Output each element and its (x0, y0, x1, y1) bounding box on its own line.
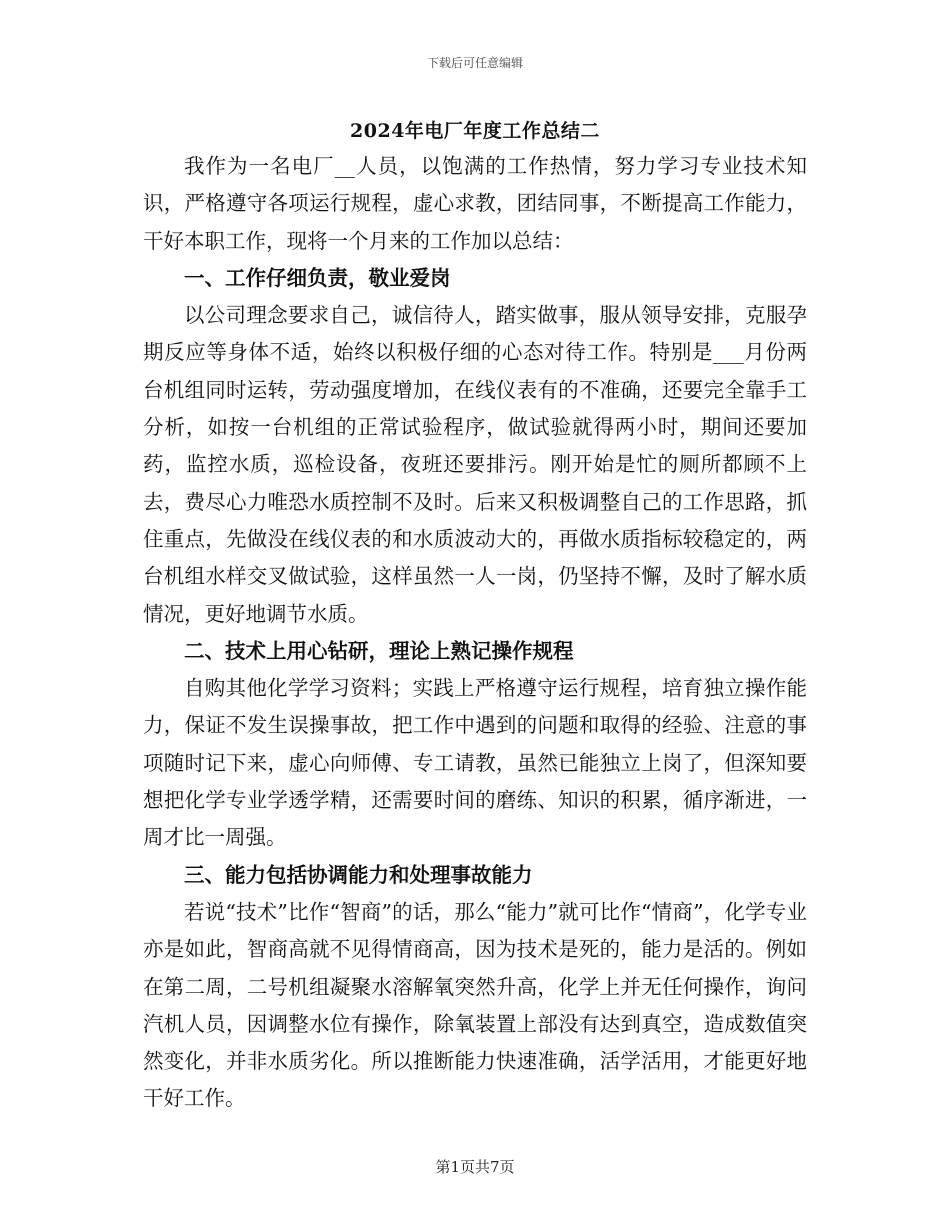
document-body (143, 148, 807, 1118)
document-title: 2024年电厂年度工作总结二 (350, 120, 600, 142)
header-note: 下载后可任意编辑 (426, 56, 523, 70)
section-heading-1: 一、工作仔细负责，敬业爱岗 (184, 265, 451, 290)
section-paragraph-2: 自购其他化学学习资料；实践上严格遵守运行规程，培育独立操作能力，保证不发生误操事故，把工作中遇到的问题和取得的经验、注意的事项随时记下来，虚心向师傅、专工请教，虽然已能独立上岗了，但深知要想把化学专业学透学精，还需要时间的磨练、知识的积累，循序渐进，一周才比一周强。 (143, 676, 807, 850)
intro-paragraph: 我作为一名电厂__人员，以饱满的工作热情，努力学习专业技术知识，严格遵守各项运行规程，虚心求教，团结同事，不断提高工作能力，干好本职工作，现将一个月来的工作加以总结： (143, 154, 807, 253)
section-paragraph-3: 若说“技术”比作“智商”的话，那么“能力”就可比作“情商”，化学专业亦是如此，智商高就不见得情商高，因为技术是死的，能力是活的。例如在第二周，二号机组凝聚水溶解氧突然升高，化学上并无任何操作，询问汽机人员，因调整水位有操作，除氧装置上部没有达到真空，造成数值突然变化，并非水质劣化。所以推断能力快速准确，活学活用，才能更好地干好工作。 (143, 899, 807, 1111)
section-heading-2: 二、技术上用心钻研，理论上熟记操作规程 (184, 638, 574, 663)
page-number-footer: 第1页共7页 (435, 1158, 515, 1176)
section-paragraph-1: 以公司理念要求自己，诚信待人，踏实做事，服从领导安排，克服孕期反应等身体不适，始终以积极仔细的心态对待工作。特别是___月份两台机组同时运转，劳动强度增加，在线仪表有的不准确，还要完全靠手工分析，如按一台机组的正常试验程序，做试验就得两小时，期间还要加药，监控水质，巡检设备，夜班还要排污。刚开始是忙的厕所都顾不上去，费尽心力唯恐水质控制不及时。后来又积极调整自己的工作思路，抓住重点，先做没在线仪表的和水质波动大的，再做水质指标较稳定的，两台机组水样交叉做试验，这样虽然一人一岗，仍坚持不懈，及时了解水质情况，更好地调节水质。 (143, 303, 807, 626)
section-heading-3: 三、能力包括协调能力和处理事故能力 (184, 862, 533, 887)
